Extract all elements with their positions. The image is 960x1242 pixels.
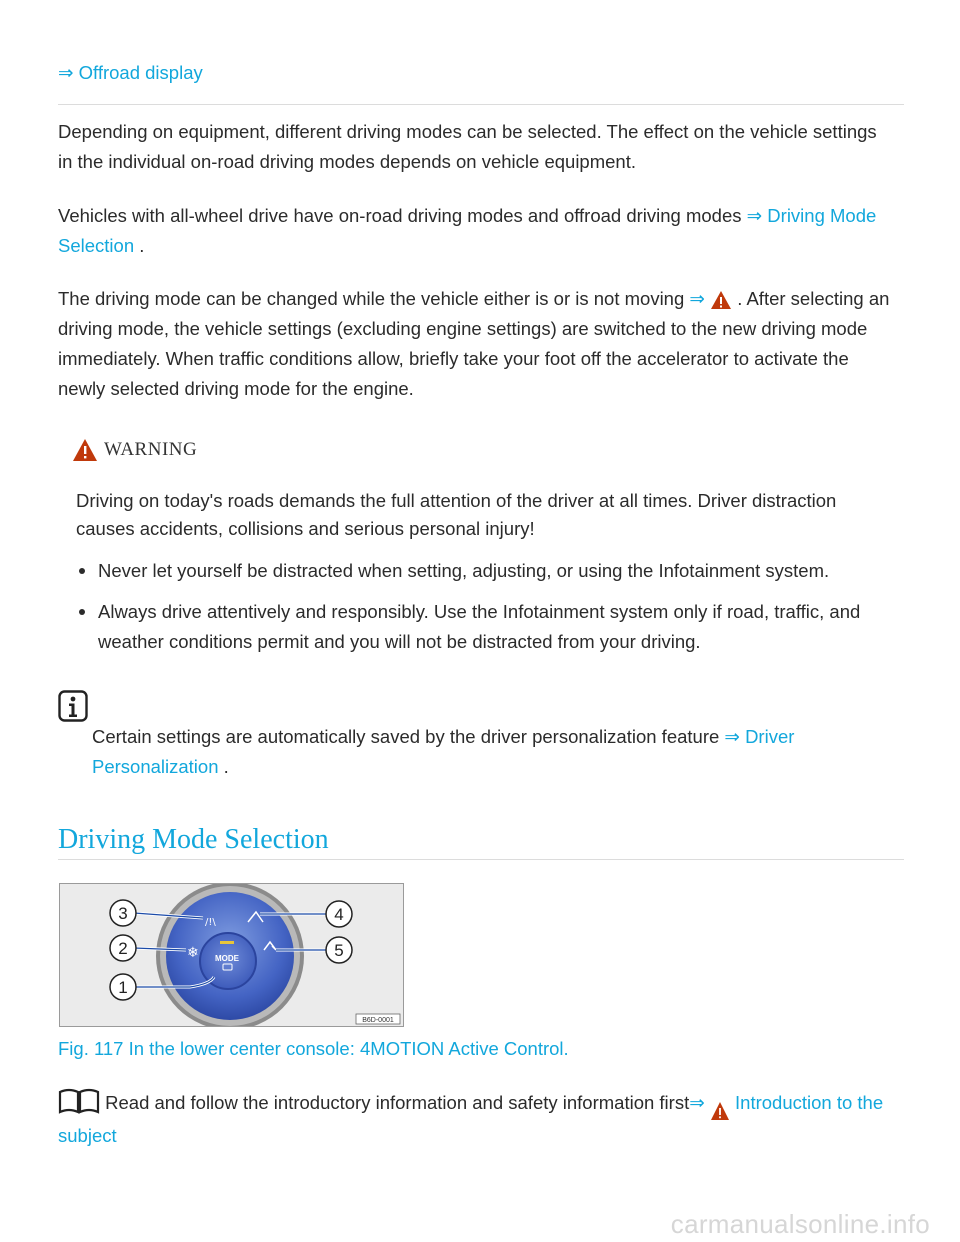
warning-body [76,487,896,543]
snow-mode-icon: ❄ [187,945,199,961]
watermark: carmanualsonline.info [670,1209,930,1239]
warning-ref-arrow[interactable]: ⇒ [689,288,705,309]
info-note [92,722,892,782]
driving-mode-selection-link[interactable]: ⇒ Driving Mode [746,205,877,226]
paragraph-text: . After selecting an [732,288,890,309]
onroad-mode-icon: /!\ [205,917,216,928]
intro-reference [58,1088,918,1151]
bullet-text: Always drive attentively and responsibly. Use the Infotainment system only if road, traffic, and [98,601,861,622]
warning-title: WARNING [104,439,198,460]
warning-triangle-icon [72,438,98,462]
introduction-link-cont[interactable]: subject [58,1125,117,1146]
intro-text: Read and follow the introductory information and safety information first [100,1092,690,1113]
mode-indicator-led [220,941,234,944]
bullet-dot [79,609,85,615]
intro-ref-arrow[interactable]: ⇒ [689,1092,705,1113]
figure-code: B6D-0001 [362,1017,394,1024]
info-icon [58,690,88,722]
bullet-text: Never let yourself be distracted when setting, adjusting, or using the Infotainment system. [98,560,830,581]
paragraph-line: newly selected driving mode for the engine. [58,378,414,399]
paragraph-text: The driving mode can be changed while the vehicle either is or is not moving [58,288,690,309]
mode-knob-figure [59,883,404,1027]
info-end: . [218,756,229,777]
paragraph-text: Vehicles with all-wheel drive have on-road driving modes and offroad driving modes [58,205,747,226]
callout-number: 4 [334,905,344,924]
warning-triangle-icon[interactable] [710,290,732,310]
driver-personalization-link[interactable]: ⇒ Driver [724,726,795,747]
callout-number: 2 [118,939,128,958]
section-title: Driving Mode Selection [58,824,329,855]
driver-personalization-link-cont[interactable]: Personalization [92,756,219,777]
paragraph-line: Depending on equipment, different driving modes can be selected. The effect on the vehicle settings [58,121,877,142]
warning-bullet [98,556,898,586]
paragraph-line: immediately. When traffic conditions allow, briefly take your foot off the accelerator to activate the [58,348,849,369]
paragraph-line: driving mode, the vehicle settings (excluding engine settings) are switched to the new driving mode [58,318,868,339]
book-icon [58,1088,100,1114]
divider [58,104,904,105]
mode-button-label: MODE [215,954,239,963]
warning-triangle-icon[interactable] [710,1101,730,1121]
figure-caption: Fig. 117 In the lower center console: 4MOTION Active Control. [58,1038,569,1059]
warning-line: Driving on today's roads demands the full attention of the driver at all times. Driver distraction [76,490,837,511]
paragraph-end: . [134,235,145,256]
introduction-link[interactable]: Introduction to the [735,1092,884,1113]
mode-knob-illustration [60,884,403,1026]
divider [58,859,904,860]
paragraph-line: in the individual on-road driving modes depends on vehicle equipment. [58,151,636,172]
callout-number: 5 [334,941,344,960]
warning-line: causes accidents, collisions and serious personal injury! [76,518,535,539]
bullet-text: weather conditions permit and you will not be distracted from your driving. [98,631,701,652]
mode-change-paragraph [58,284,908,404]
bullet-dot [79,568,85,574]
all-wheel-paragraph [58,201,908,261]
warning-heading [72,438,197,462]
warning-bullet [98,597,898,657]
offroad-display-link[interactable]: ⇒ Offroad display [58,62,203,83]
callout-number: 1 [118,978,128,997]
info-text: Certain settings are automatically saved by the driver personalization feature [92,726,725,747]
callout-number: 3 [118,904,128,923]
driving-mode-selection-link-cont[interactable]: Selection [58,235,135,256]
intro-paragraph [58,117,908,177]
